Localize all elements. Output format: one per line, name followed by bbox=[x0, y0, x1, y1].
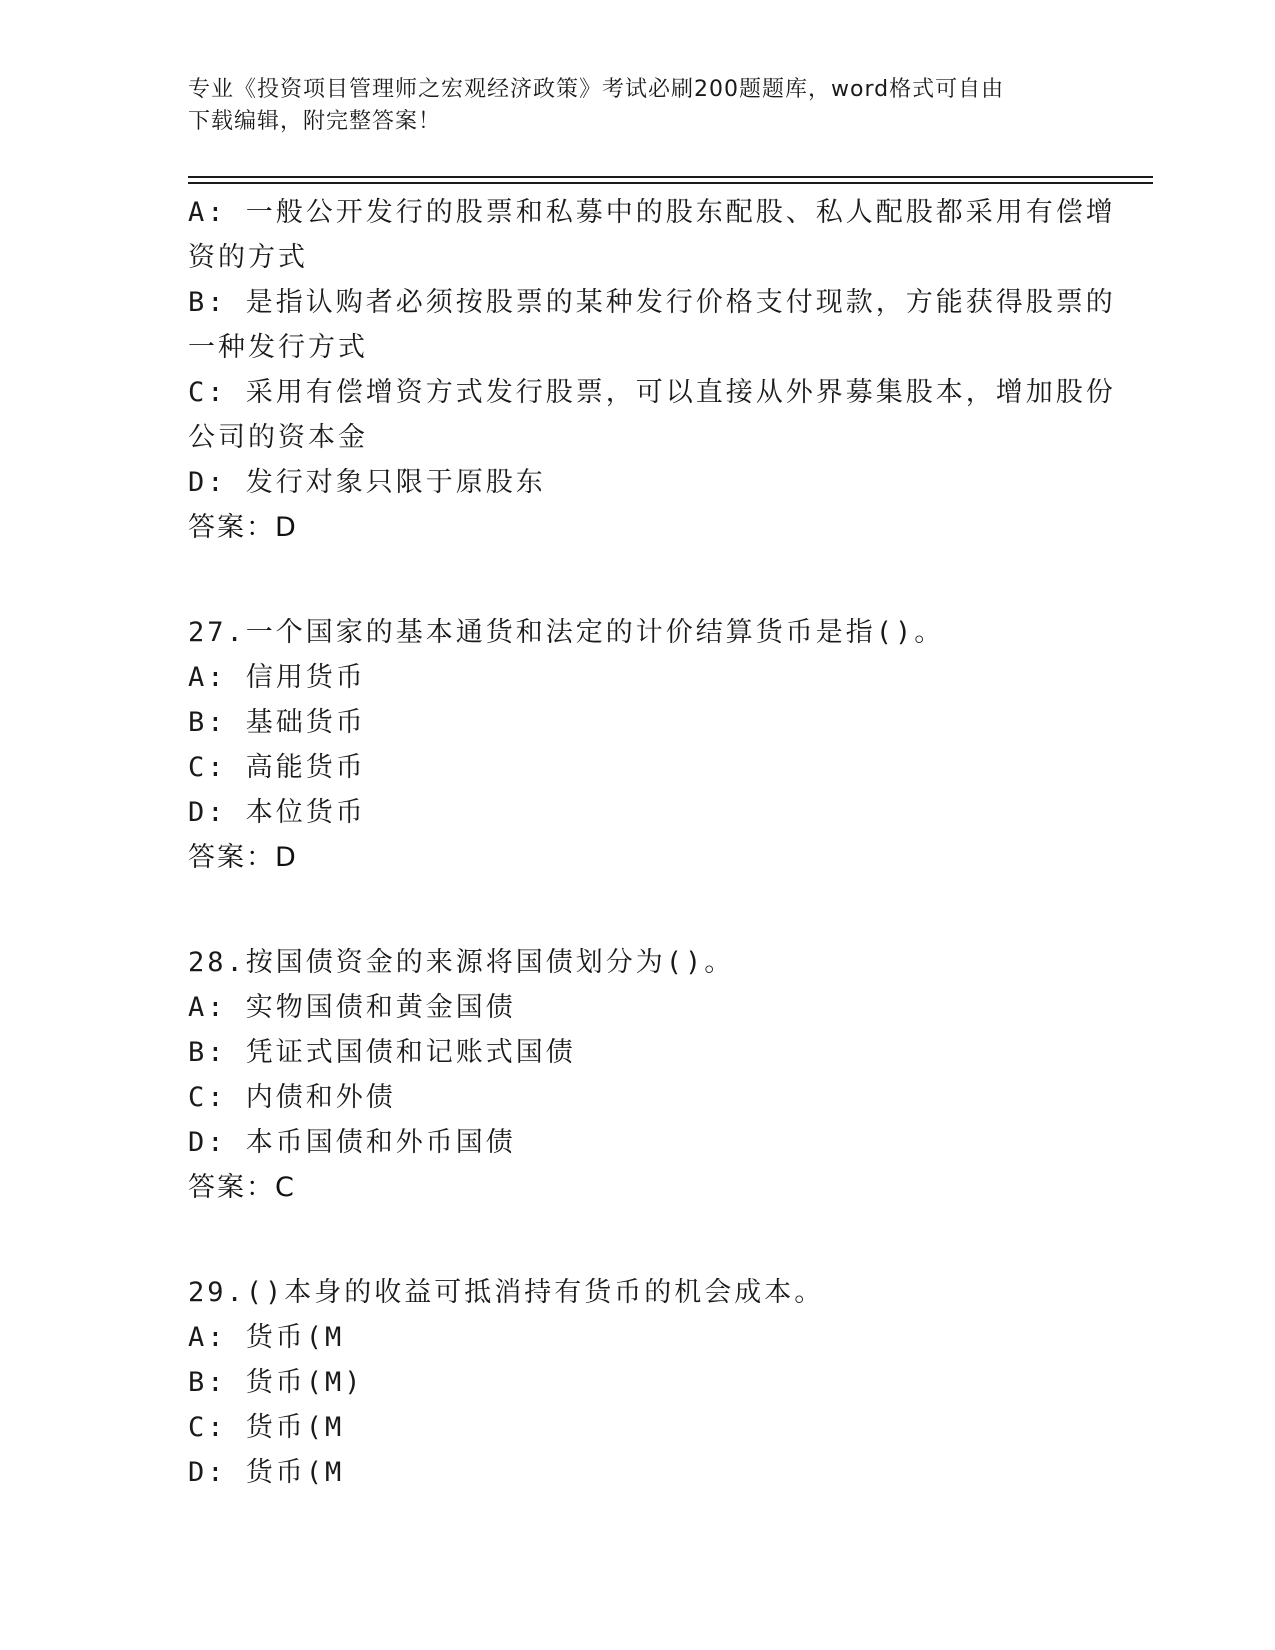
q29-question-text: 29.()本身的收益可抵消持有货币的机会成本。 bbox=[188, 1277, 825, 1308]
q28-question-text: 28.按国债资金的来源将国债划分为()。 bbox=[188, 947, 735, 978]
q29-option-a: A: 货币(M bbox=[188, 1322, 345, 1353]
q27-answer: 答案：D bbox=[188, 842, 298, 873]
q28-option-c: C: 内债和外债 bbox=[188, 1082, 396, 1113]
q26-option-c-line-2: 公司的资本金 bbox=[188, 422, 368, 453]
q29-option-b: B: 货币(M) bbox=[188, 1367, 364, 1398]
q26-option-c-line-1: C: 采用有偿增资方式发行股票，可以直接从外界募集股本，增加股份 bbox=[188, 377, 1116, 408]
q27-option-c: C: 高能货币 bbox=[188, 752, 366, 783]
q27-question-text: 27.一个国家的基本通货和法定的计价结算货币是指()。 bbox=[188, 617, 945, 648]
spacer bbox=[188, 880, 1088, 940]
q26-option-a-line-1: A: 一般公开发行的股票和私募中的股东配股、私人配股都采用有偿增 bbox=[188, 197, 1116, 228]
q28-answer: 答案：C bbox=[188, 1172, 296, 1203]
q28-option-b: B: 凭证式国债和记账式国债 bbox=[188, 1037, 576, 1068]
header-divider-bottom bbox=[188, 182, 1153, 184]
q29-option-d: D: 货币(M bbox=[188, 1457, 345, 1488]
q26-option-d: D: 发行对象只限于原股东 bbox=[188, 467, 546, 498]
q29-option-c: C: 货币(M bbox=[188, 1412, 345, 1443]
q28-option-d: D: 本币国债和外币国债 bbox=[188, 1127, 516, 1158]
q27-option-a: A: 信用货币 bbox=[188, 662, 366, 693]
q26-option-b-line-1: B: 是指认购者必须按股票的某种发行价格支付现款，方能获得股票的 bbox=[188, 287, 1116, 318]
header-line-2: 下载编辑，附完整答案！ bbox=[188, 109, 442, 134]
q27-option-d: D: 本位货币 bbox=[188, 797, 366, 828]
q26-answer: 答案：D bbox=[188, 512, 298, 543]
q28-option-a: A: 实物国债和黄金国债 bbox=[188, 992, 516, 1023]
header-line-1: 专业《投资项目管理师之宏观经济政策》考试必刷200题题库，word格式可自由 bbox=[188, 77, 1005, 102]
question-29 bbox=[188, 1270, 1088, 1495]
q26-option-a-line-2: 资的方式 bbox=[188, 242, 308, 273]
document-header bbox=[188, 74, 1068, 138]
q26-option-b-line-2: 一种发行方式 bbox=[188, 332, 368, 363]
question-26 bbox=[188, 190, 1116, 550]
spacer bbox=[188, 1210, 1088, 1270]
question-28 bbox=[188, 940, 1088, 1210]
question-27 bbox=[188, 610, 1088, 880]
q27-option-b: B: 基础货币 bbox=[188, 707, 366, 738]
question-list bbox=[188, 190, 1116, 1495]
header-divider-top bbox=[188, 176, 1153, 178]
spacer bbox=[188, 550, 1088, 610]
